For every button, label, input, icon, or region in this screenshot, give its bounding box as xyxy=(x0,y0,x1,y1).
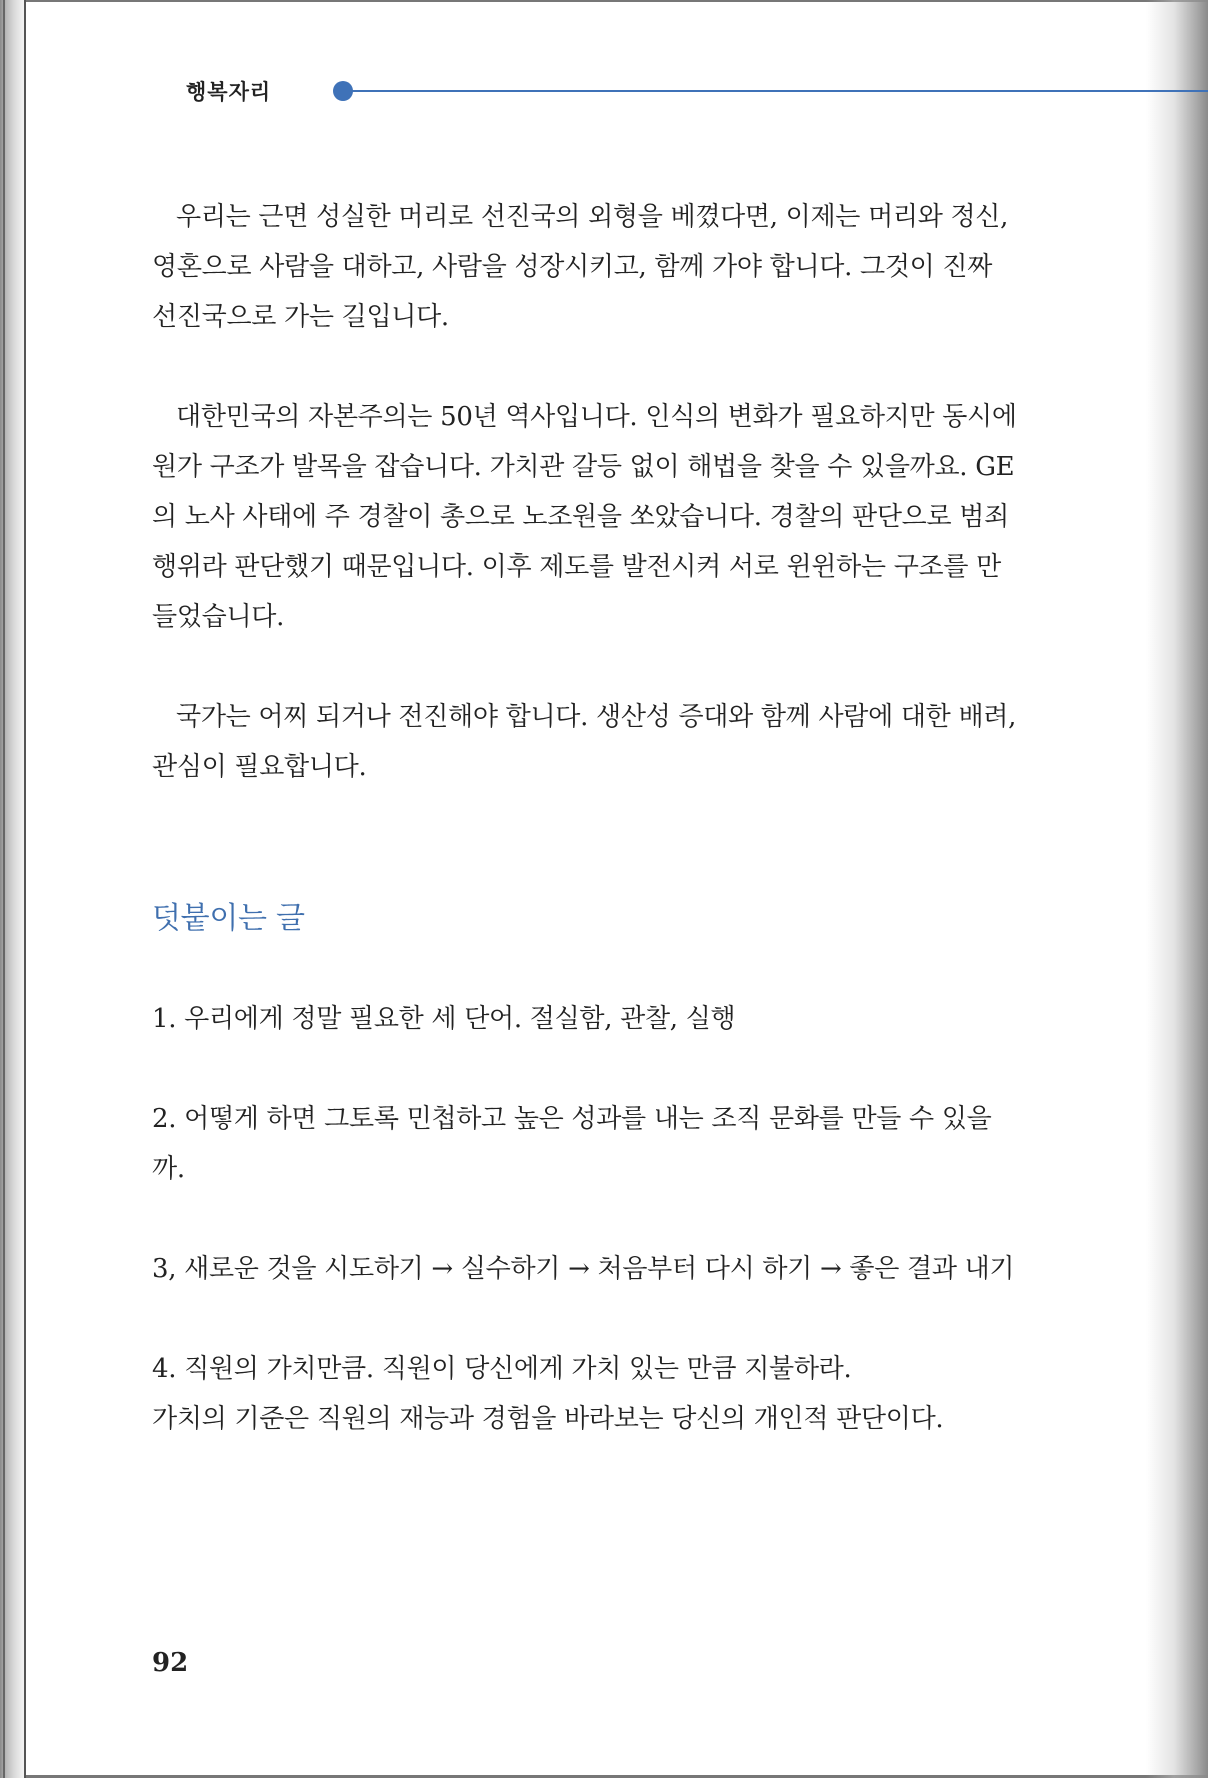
addendum-heading: 덧붙이는 글 xyxy=(152,901,305,936)
page-body xyxy=(152,192,1022,1494)
spine-shadow xyxy=(1146,0,1208,1778)
running-head-title: 행복자리 xyxy=(186,80,272,104)
header-rule xyxy=(350,90,1208,92)
page-edge-left xyxy=(0,0,26,1778)
body-paragraph-3: 국가는 어찌 되거나 전진해야 합니다. 생산성 증대와 함께 사람에 대한 배려, 관심이 필요합니다. xyxy=(152,702,1017,782)
page-number: 92 xyxy=(152,1648,189,1678)
addendum-note-3: 3, 새로운 것을 시도하기 → 실수하기 → 처음부터 다시 하기 → 좋은 결과 내기 xyxy=(152,1254,1015,1284)
body-paragraph-2: 대한민국의 자본주의는 50년 역사입니다. 인식의 변화가 필요하지만 동시에 원가 구조가 발목을 잡습니다. 가치관 갈등 없이 해법을 찾을 수 있을까요. GE의 노사 사태에 주 경찰이 총으로 노조원을 쏘았습니다. 경찰의 판단으로 범죄 행위라 판단했기 때문입니다. 이후 제도를 발전시켜 서로 윈윈하는 구조를 만들었습니다. xyxy=(152,402,1017,632)
body-paragraph-1: 우리는 근면 성실한 머리로 선진국의 외형을 베꼈다면, 이제는 머리와 정신, 영혼으로 사람을 대하고, 사람을 성장시키고, 함께 가야 합니다. 그것이 진짜 선진국으로 가는 길입니다. xyxy=(152,202,1009,332)
page-border-top xyxy=(26,0,1208,2)
addendum-note-2: 2. 어떻게 하면 그토록 민첩하고 높은 성과를 내는 조직 문화를 만들 수 있을까. xyxy=(152,1104,992,1184)
addendum-note-4: 4. 직원의 가치만큼. 직원이 당신에게 가치 있는 만큼 지불하라. 가치의 기준은 직원의 재능과 경험을 바라보는 당신의 개인적 판단이다. xyxy=(152,1354,944,1434)
addendum-note-1: 1. 우리에게 정말 필요한 세 단어. 절실함, 관찰, 실행 xyxy=(152,1004,736,1034)
